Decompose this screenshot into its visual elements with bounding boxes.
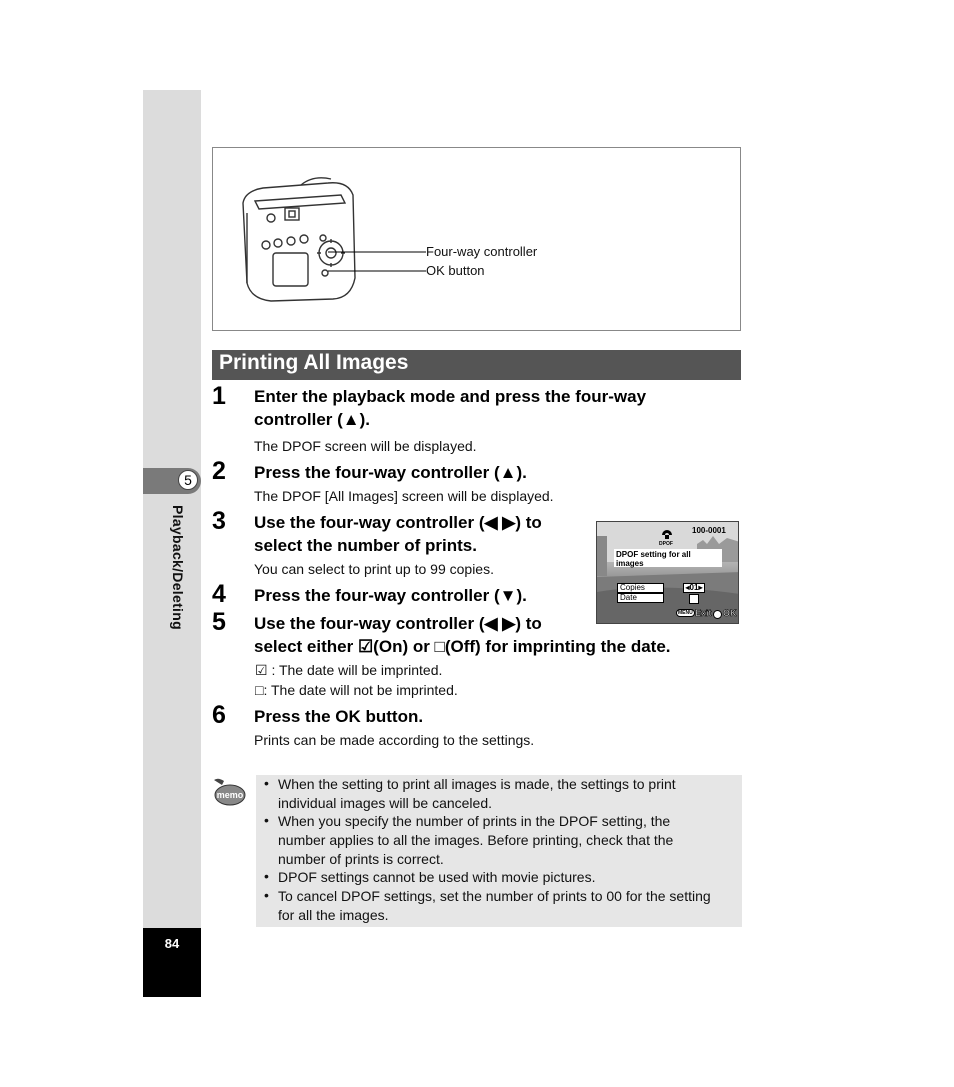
ok-label: OK <box>723 608 737 618</box>
section-title: Printing All Images <box>219 351 409 374</box>
step-2-note: The DPOF [All Images] screen will be displayed. <box>254 488 554 504</box>
step-3-number: 3 <box>212 507 226 535</box>
step-3-line-2: select the number of prints. <box>254 536 477 555</box>
dpof-label: DPOF <box>659 541 673 547</box>
memo-bullet-4-line-2: for all the images. <box>278 907 389 923</box>
step-1-text <box>254 385 646 431</box>
camera-illustration-icon <box>233 173 433 308</box>
memo-bullet-4 <box>278 887 711 925</box>
copies-label: Copies <box>617 583 664 593</box>
step-1-number: 1 <box>212 382 226 410</box>
step-6-text: Press the OK button. <box>254 707 424 726</box>
memo-bullet-1-line-1: When the setting to print all images is made, the settings to print <box>278 776 676 792</box>
date-label: Date <box>617 593 664 603</box>
step-6-note: Prints can be made according to the settings. <box>254 732 535 748</box>
memo-bullet-2-line-1: When you specify the number of prints in the DPOF setting, the <box>278 813 671 829</box>
step-6-number: 6 <box>212 701 226 729</box>
callout-ok-button: OK button <box>426 263 485 278</box>
step-5-line-2: select either ☑(On) or □(Off) for imprinting the date. <box>254 637 671 656</box>
memo-bullet-2-line-3: number of prints is correct. <box>278 851 444 867</box>
memo-bullet-1 <box>278 775 676 813</box>
chapter-number: 5 <box>178 470 198 490</box>
step-3-note: You can select to print up to 99 copies. <box>254 561 494 577</box>
memo-bullet-2-marker: • <box>264 812 269 828</box>
lcd-screen <box>596 521 739 624</box>
memo-bullet-3-line-1: DPOF settings cannot be used with movie pictures. <box>278 869 596 885</box>
step-3-line-1: Use the four-way controller (◀ ▶) to <box>254 513 542 532</box>
memo-bullet-3-marker: • <box>264 868 269 884</box>
step-5-note-on: ☑ : The date will be imprinted. <box>255 662 443 678</box>
date-checkbox <box>689 594 699 604</box>
step-3-text <box>254 511 542 557</box>
step-1-note: The DPOF screen will be displayed. <box>254 438 477 454</box>
step-1-line-1: Enter the playback mode and press the four-way <box>254 387 647 406</box>
exit-label: Exit <box>695 608 712 618</box>
memo-bullet-4-marker: • <box>264 887 269 903</box>
memo-bullet-1-marker: • <box>264 775 269 791</box>
file-number: 100-0001 <box>692 526 726 535</box>
memo-box <box>256 775 742 927</box>
step-5-line-1: Use the four-way controller (◀ ▶) to <box>254 614 542 633</box>
menu-button-icon: MENU <box>678 610 693 616</box>
camera-figure <box>212 147 741 331</box>
memo-bullet-4-line-1: To cancel DPOF settings, set the number of prints to 00 for the setting <box>278 888 711 904</box>
memo-bullet-1-line-2: individual images will be canceled. <box>278 795 493 811</box>
step-5-text <box>254 612 671 658</box>
callout-four-way-controller: Four-way controller <box>426 244 538 259</box>
memo-bullet-2-line-2: number applies to all the images. Before printing, check that the <box>278 832 674 848</box>
step-2-text: Press the four-way controller (▲). <box>254 463 527 482</box>
callout-lines <box>323 243 433 278</box>
memo-bullet-3 <box>278 868 595 887</box>
memo-icon <box>212 777 246 807</box>
step-2-number: 2 <box>212 457 226 485</box>
lcd-title: DPOF setting for all images <box>614 549 722 567</box>
step-5-note-off: □: The date will not be imprinted. <box>255 682 458 698</box>
step-1-line-2: controller (▲). <box>254 410 370 429</box>
page-number: 84 <box>164 936 180 951</box>
ok-button-icon <box>713 610 722 619</box>
step-5-number: 5 <box>212 608 226 636</box>
step-4-text: Press the four-way controller (▼). <box>254 586 527 605</box>
copies-value: ◂01▸ <box>683 583 705 593</box>
chapter-label: Playback/Deleting <box>170 505 186 630</box>
step-4-number: 4 <box>212 580 226 608</box>
memo-bullet-2 <box>278 812 673 869</box>
svg-text:memo: memo <box>216 790 244 800</box>
